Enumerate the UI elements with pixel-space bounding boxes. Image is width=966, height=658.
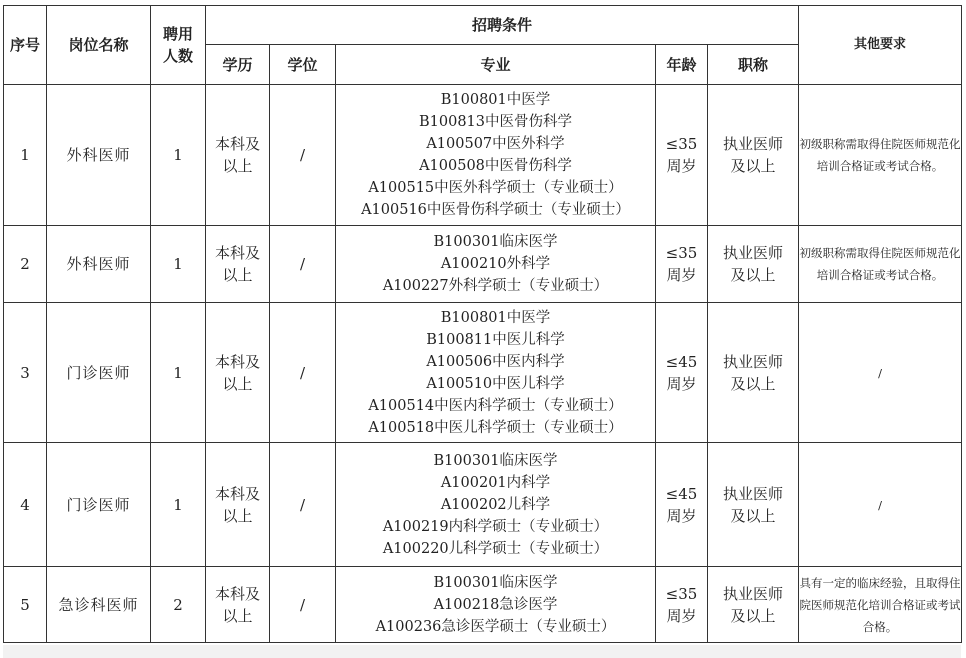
major-item: B100801中医学 bbox=[440, 309, 551, 326]
recruitment-table bbox=[3, 5, 962, 643]
major-item: A100508中医骨伤科学 bbox=[419, 158, 572, 174]
header-major: 专业 bbox=[336, 45, 656, 85]
cell-other: 初级职称需取得住院医师规范化培训合格证或考试合格。 bbox=[799, 226, 962, 303]
cell-age: ≤45周岁 bbox=[656, 303, 708, 443]
major-item: A100506中医内科学 bbox=[426, 353, 565, 370]
major-item: A100210外科学 bbox=[440, 256, 551, 272]
cell-degree: / bbox=[270, 443, 336, 567]
cell-education: 本科及以上 bbox=[206, 226, 270, 303]
cell-title: 执业医师及以上 bbox=[708, 226, 799, 303]
cell-education: 本科及以上 bbox=[206, 567, 270, 643]
cell-other: / bbox=[799, 303, 962, 443]
cell-other: 初级职称需取得住院医师规范化培训合格证或考试合格。 bbox=[799, 85, 962, 226]
cell-major bbox=[336, 567, 656, 643]
header-conditions: 招聘条件 bbox=[206, 6, 799, 45]
cell-seq: 4 bbox=[4, 443, 47, 567]
cell-post-name: 门诊医师 bbox=[47, 443, 151, 567]
cell-post-name: 外科医师 bbox=[47, 85, 151, 226]
cell-num: 1 bbox=[151, 226, 206, 303]
major-item: A100518中医儿科学硕士（专业硕士） bbox=[368, 419, 623, 436]
header-degree: 学位 bbox=[270, 45, 336, 85]
table-row bbox=[4, 567, 962, 643]
cell-num: 1 bbox=[151, 303, 206, 443]
table-body bbox=[4, 85, 962, 643]
cell-education: 本科及以上 bbox=[206, 303, 270, 443]
cell-seq: 2 bbox=[4, 226, 47, 303]
table-row bbox=[4, 443, 962, 567]
major-item: B100301临床医学 bbox=[433, 452, 558, 469]
major-item: B100811中医儿科学 bbox=[426, 331, 565, 348]
table-row bbox=[4, 226, 962, 303]
cell-post-name: 外科医师 bbox=[47, 226, 151, 303]
cell-seq: 3 bbox=[4, 303, 47, 443]
major-item: B100301临床医学 bbox=[433, 574, 558, 591]
header-title: 职称 bbox=[708, 45, 799, 85]
cell-title: 执业医师及以上 bbox=[708, 443, 799, 567]
bottom-strip bbox=[3, 645, 961, 658]
major-item: A100510中医儿科学 bbox=[426, 375, 565, 392]
cell-degree: / bbox=[270, 567, 336, 643]
major-item: B100301临床医学 bbox=[433, 234, 558, 250]
major-item: A100219内科学硕士（专业硕士） bbox=[382, 518, 609, 535]
cell-degree: / bbox=[270, 226, 336, 303]
cell-age: ≤35周岁 bbox=[656, 85, 708, 226]
cell-major bbox=[336, 85, 656, 226]
header-other: 其他要求 bbox=[799, 6, 962, 85]
major-item: A100202儿科学 bbox=[440, 496, 551, 513]
cell-seq: 5 bbox=[4, 567, 47, 643]
cell-degree: / bbox=[270, 85, 336, 226]
cell-seq: 1 bbox=[4, 85, 47, 226]
major-item: B100813中医骨伤科学 bbox=[418, 114, 572, 130]
cell-age: ≤35周岁 bbox=[656, 567, 708, 643]
cell-major bbox=[336, 226, 656, 303]
cell-major bbox=[336, 303, 656, 443]
cell-degree: / bbox=[270, 303, 336, 443]
cell-title: 执业医师及以上 bbox=[708, 85, 799, 226]
major-item: A100516中医骨伤科学硕士（专业硕士） bbox=[361, 202, 630, 218]
cell-post-name: 急诊科医师 bbox=[47, 567, 151, 643]
major-item: A100220儿科学硕士（专业硕士） bbox=[382, 540, 609, 557]
header-seq: 序号 bbox=[4, 6, 47, 85]
major-item: B100801中医学 bbox=[440, 92, 551, 108]
major-item: A100227外科学硕士（专业硕士） bbox=[382, 278, 609, 294]
header-num-label: 聘用人数 bbox=[162, 25, 193, 65]
cell-age: ≤45周岁 bbox=[656, 443, 708, 567]
major-item: A100514中医内科学硕士（专业硕士） bbox=[368, 397, 623, 414]
cell-age: ≤35周岁 bbox=[656, 226, 708, 303]
major-item: A100201内科学 bbox=[440, 474, 551, 491]
cell-num: 1 bbox=[151, 85, 206, 226]
major-item: A100218急诊医学 bbox=[433, 596, 558, 613]
cell-education: 本科及以上 bbox=[206, 443, 270, 567]
cell-num: 2 bbox=[151, 567, 206, 643]
header-post-name: 岗位名称 bbox=[47, 6, 151, 85]
major-item: A100515中医外科学硕士（专业硕士） bbox=[368, 180, 623, 196]
cell-post-name: 门诊医师 bbox=[47, 303, 151, 443]
cell-other: / bbox=[799, 443, 962, 567]
cell-other: 具有一定的临床经验，且取得住院医师规范化培训合格证或考试合格。 bbox=[799, 567, 962, 643]
header-age: 年龄 bbox=[656, 45, 708, 85]
cell-num: 1 bbox=[151, 443, 206, 567]
header-num bbox=[151, 6, 206, 85]
header-education: 学历 bbox=[206, 45, 270, 85]
cell-title: 执业医师及以上 bbox=[708, 567, 799, 643]
cell-education: 本科及以上 bbox=[206, 85, 270, 226]
major-item: A100507中医外科学 bbox=[426, 136, 565, 152]
table-row bbox=[4, 85, 962, 226]
cell-title: 执业医师及以上 bbox=[708, 303, 799, 443]
cell-major bbox=[336, 443, 656, 567]
table-row bbox=[4, 303, 962, 443]
major-item: A100236急诊医学硕士（专业硕士） bbox=[375, 618, 616, 635]
